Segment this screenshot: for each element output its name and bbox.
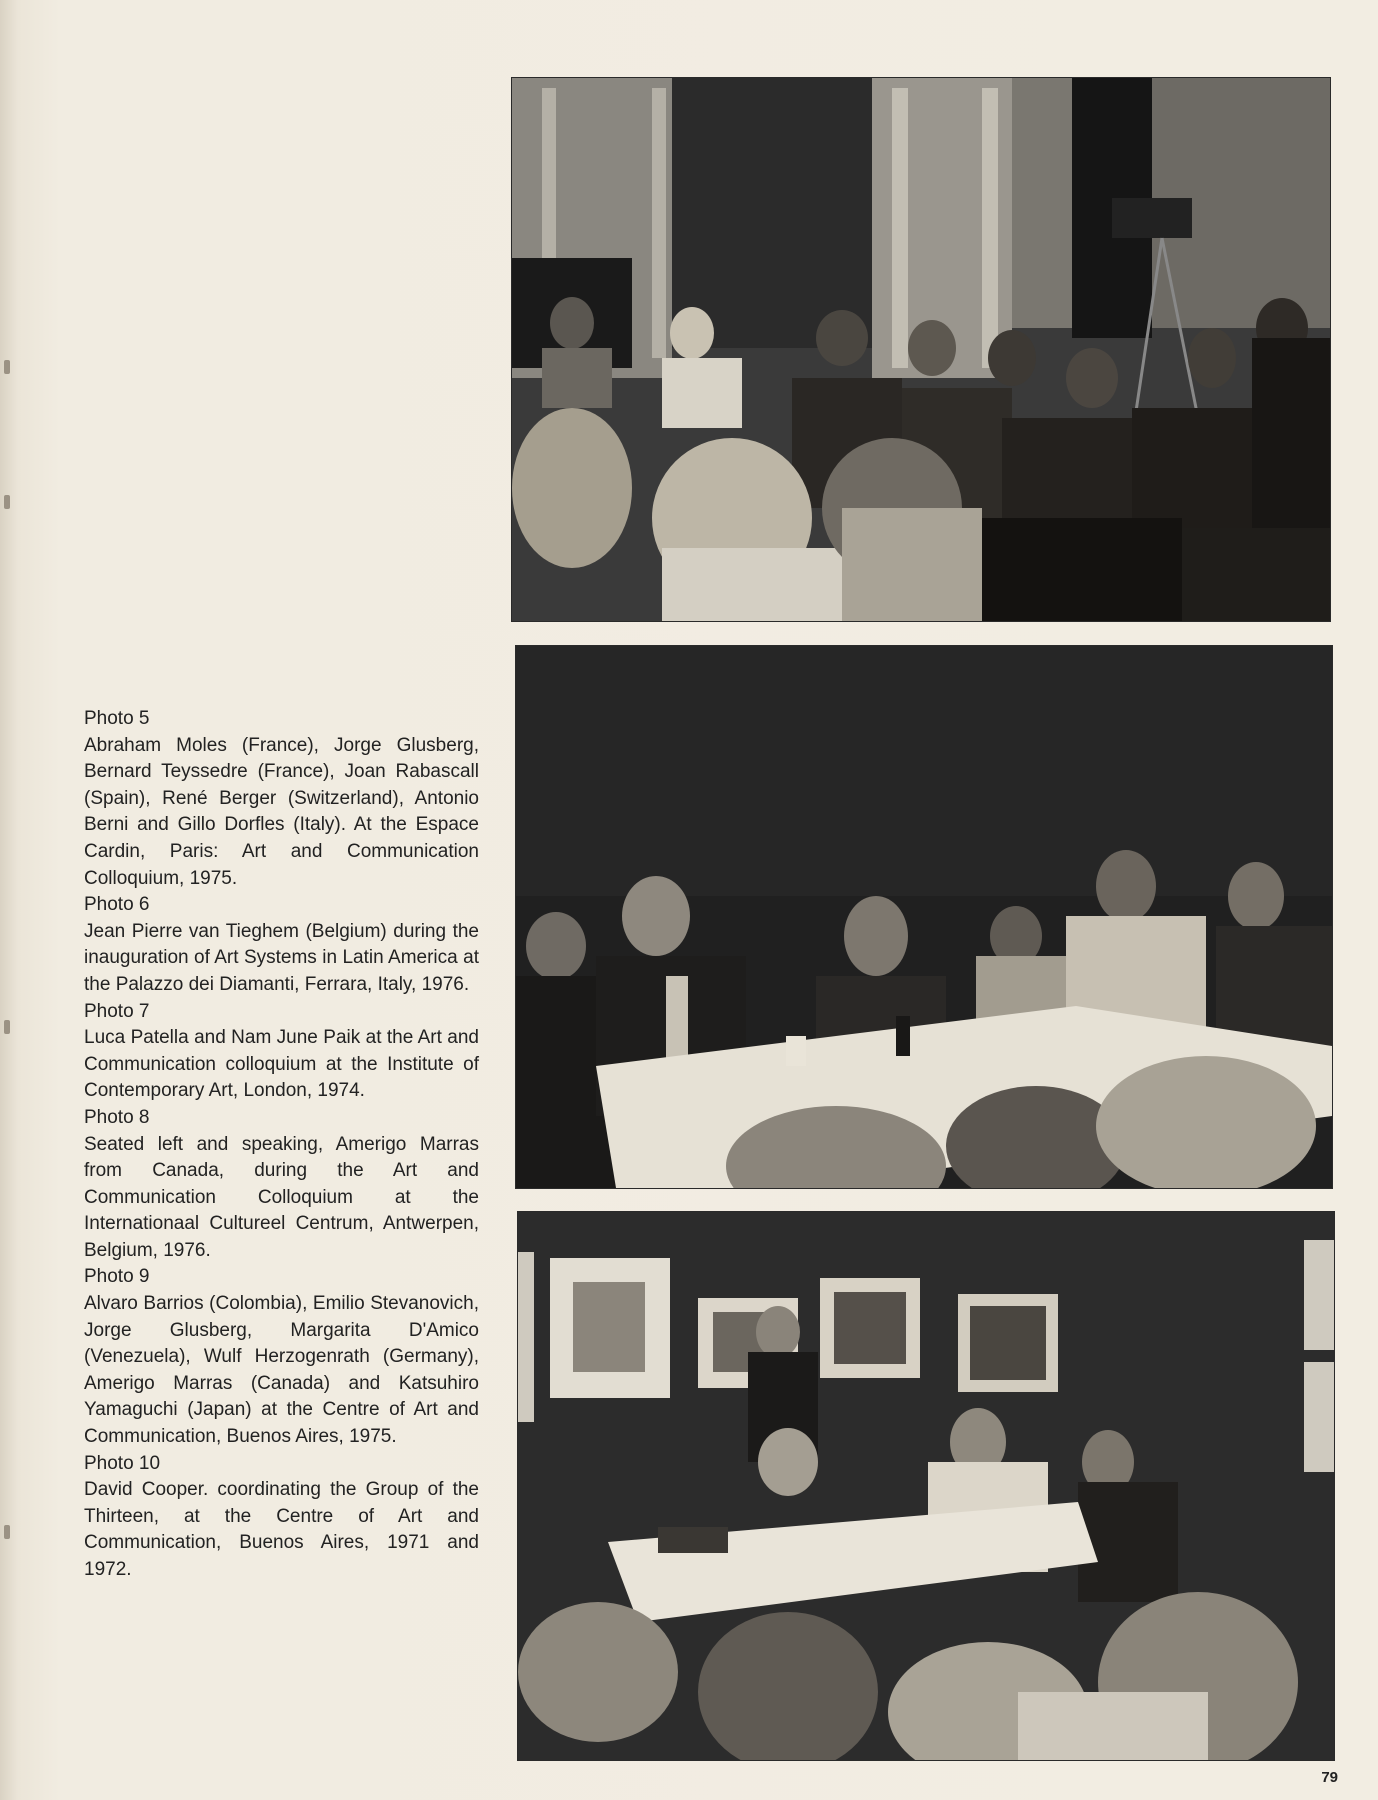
caption-title: Photo 6 [84,894,150,916]
photo-gallery-meeting [518,1212,1334,1760]
caption-text: Seated left and speaking, Amerigo Marras from Canada, during the Art and Communication Colloquium at the Internationaal Cultureel Centrum, Antwerpen, Belgium, 1976. [84,1133,479,1261]
binding-stitch [4,495,10,509]
photo-panel-discussion [516,646,1332,1188]
caption-text: Alvaro Barrios (Colombia), Emilio Stevanovich, Jorge Glusberg, Margarita D'Amico (Venezuela), Wulf Herzogenrath (Germany), Amerigo Marras (Canada) and Katsuhiro Yamaguchi (Japan) at the Centre of Art and Communication, Buenos Aires, 1975. [84,1293,479,1448]
caption-text: Abraham Moles (France), Jorge Glusberg, Bernard Teyssedre (France), Joan Rabascall (Spain), René Berger (Switzerland), Antonio Berni and Gillo Dorfles (Italy). At the Espace Cardin, Paris: Art and Communication Colloquium, 1975. [84,734,479,889]
caption-text: David Cooper. coordinating the Group of the Thirteen, at the Centre of Art and Communication, Buenos Aires, 1971 and 1972. [84,1479,479,1580]
caption-title: Photo 10 [84,1452,161,1474]
binding-stitch [4,1020,10,1034]
caption-title: Photo 8 [84,1106,150,1128]
binding-stitch [4,360,10,374]
caption-title: Photo 7 [84,1000,150,1022]
photo-colloquium-paris [512,78,1330,621]
caption-title: Photo 5 [84,708,150,729]
caption-text: Jean Pierre van Tieghem (Belgium) during the inauguration of Art Systems in Latin America at the Palazzo dei Diamanti, Ferrara, Italy, 1976. [84,920,479,995]
page-number: 79 [1321,1769,1338,1786]
caption-text: Luca Patella and Nam June Paik at the Art and Communication colloquium at the Institute of Contemporary Art, London, 1974. [84,1027,479,1102]
photo-captions [84,706,479,1584]
binding-stitch [4,1525,10,1539]
caption-title: Photo 9 [84,1266,150,1288]
